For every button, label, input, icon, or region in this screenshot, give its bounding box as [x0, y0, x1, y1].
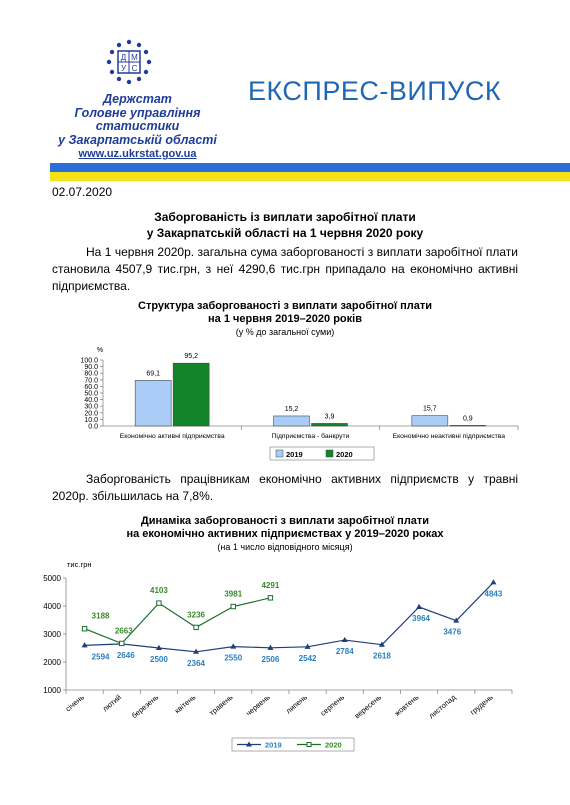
- line-point-2020: [157, 601, 161, 605]
- bar-chart-subtitle: (у % до загальної суми): [235, 327, 335, 337]
- bar-y-tick-label: 0.0: [88, 423, 98, 431]
- paragraph-change: Заборгованість працівникам економічно активних підприємств у травні 2020р. збільшилась на 7,8%.: [52, 472, 518, 503]
- line-x-tick-label: квітень: [172, 692, 198, 716]
- line-point-2020: [194, 625, 198, 629]
- logo-letter: У: [120, 64, 127, 73]
- line-x-tick-label: лютий: [100, 692, 124, 714]
- line-data-label: 3476: [443, 627, 462, 637]
- line-data-label: 2506: [261, 654, 280, 664]
- line-x-tick-label: грудень: [468, 692, 495, 717]
- line-x-tick-label: січень: [63, 692, 86, 714]
- express-title: ЕКСПРЕС-ВИПУСК: [248, 76, 502, 106]
- line-x-tick-label: червень: [244, 692, 272, 718]
- line-point-2020: [231, 604, 235, 608]
- logo-letter: С: [131, 64, 138, 73]
- line-x-tick-label: листопад: [426, 692, 458, 721]
- line-data-label: 4291: [261, 580, 280, 590]
- line-data-label: 2663: [114, 626, 133, 636]
- bar-data-label: 69,1: [146, 370, 160, 378]
- bar-legend-label: 2019: [286, 450, 303, 459]
- line-legend-label: 2019: [265, 740, 282, 750]
- org-line: у Закарпатській області: [58, 132, 217, 147]
- org-name: [40, 93, 235, 147]
- release-date: 02.07.2020: [52, 185, 113, 199]
- line-data-label: 3981: [224, 589, 243, 599]
- line-point-2020: [82, 627, 86, 631]
- org-line: статистики: [95, 119, 180, 133]
- line-point-2019: [230, 643, 236, 648]
- bar-y-tick-label: 70.0: [84, 377, 98, 385]
- bar-2019: [274, 416, 310, 426]
- org-line: Держстат: [103, 92, 172, 106]
- line-data-label: 4843: [484, 589, 503, 599]
- bar-y-tick-label: 80.0: [84, 370, 98, 378]
- line-point-2020: [268, 596, 272, 600]
- line-y-tick-label: 1000: [43, 686, 61, 695]
- line-data-label: 2618: [373, 651, 391, 661]
- line-x-tick-label: вересень: [352, 692, 384, 721]
- line-chart-title-line: Динаміка заборгованості з виплати заробітної плати: [140, 515, 430, 527]
- line-y-tick-label: 3000: [43, 630, 61, 639]
- bar-chart-title-line: Структура заборгованості з виплати заробітної плати: [138, 300, 432, 312]
- bar-data-label: 95,2: [184, 353, 198, 361]
- bar-y-tick-label: 50.0: [84, 390, 98, 398]
- bar-category-label: Економічно активні підприємства: [119, 433, 225, 440]
- derzhstat-logo-icon: [101, 39, 157, 89]
- line-data-label: 2364: [187, 658, 205, 668]
- line-point-2019: [416, 604, 422, 609]
- paragraph-summary: На 1 червня 2020р. загальна сума заборгованості з виплати заробітної плати становила 4507,9 тис.грн, з неї 4290,6 тис.грн припадало на економічно активні підприємства.: [52, 245, 518, 293]
- bar-y-tick-label: 20.0: [84, 410, 98, 418]
- line-chart-title-line: на економічно активних підприємствах у 2019–2020 роках: [126, 528, 444, 540]
- bar-data-label: 15,2: [284, 405, 299, 413]
- line-data-label: 2594: [91, 652, 110, 662]
- line-y-axis-label: тис.грн: [67, 560, 92, 569]
- line-chart-title: [50, 515, 520, 541]
- logo-letter: Д: [120, 53, 127, 62]
- flag-stripe-blue: [50, 163, 570, 172]
- line-data-label: 4103: [150, 586, 168, 596]
- line-x-tick-label: березень: [129, 692, 161, 721]
- line-y-tick-label: 2000: [43, 658, 61, 667]
- bar-y-tick-label: 30.0: [84, 403, 98, 411]
- header: [0, 0, 570, 180]
- line-y-tick-label: 5000: [43, 574, 61, 583]
- bar-y-tick-label: 40.0: [84, 397, 98, 405]
- bar-2019: [135, 380, 171, 426]
- bar-2020: [312, 423, 348, 426]
- bar-2019: [412, 416, 448, 426]
- line-legend-marker: [307, 743, 311, 747]
- bar-legend-swatch: [326, 450, 333, 457]
- line-point-2019: [490, 579, 496, 584]
- bar-legend-swatch: [276, 450, 283, 457]
- bar-category-label: Економічно неактивні підприємства: [392, 433, 506, 440]
- bar-y-tick-label: 100.0: [80, 357, 98, 365]
- website-link[interactable]: www.uz.ukrstat.gov.ua: [78, 148, 197, 160]
- line-chart: [0, 555, 570, 755]
- line-chart-subtitle: (на 1 число відповідного місяця): [217, 542, 353, 552]
- line-point-2019: [342, 637, 348, 642]
- bar-y-tick-label: 10.0: [84, 416, 98, 424]
- bar-chart: [0, 340, 570, 465]
- bar-chart-title: [50, 300, 520, 326]
- document-title: [50, 209, 520, 241]
- line-data-label: 2646: [116, 650, 135, 660]
- line-data-label: 3964: [412, 614, 430, 624]
- line-data-label: 2550: [224, 653, 243, 663]
- document-title-line: Заборгованість із виплати заробітної плати: [154, 210, 416, 224]
- bar-2020: [450, 425, 486, 426]
- bar-data-label: 3,9: [324, 413, 335, 421]
- line-data-label: 2542: [298, 653, 317, 663]
- bar-2020: [173, 363, 209, 426]
- line-data-label: 3236: [187, 610, 205, 620]
- bar-category-label: Підприємства - банкрути: [271, 433, 350, 440]
- bar-chart-title-line: на 1 червня 2019–2020 років: [208, 313, 362, 325]
- bar-data-label: 15,7: [423, 405, 437, 413]
- line-y-tick-label: 4000: [43, 602, 61, 611]
- org-line: Головне управління: [74, 105, 201, 120]
- line-legend-label: 2020: [325, 740, 342, 750]
- bar-data-label: 0,9: [462, 415, 473, 423]
- line-data-label: 2784: [335, 647, 354, 657]
- line-x-tick-label: липень: [284, 692, 309, 716]
- flag-stripe-yellow: [50, 172, 570, 181]
- line-point-2020: [120, 641, 124, 645]
- line-data-label: 2500: [150, 655, 168, 664]
- line-x-tick-label: серпень: [318, 692, 347, 718]
- bar-y-tick-label: 60.0: [84, 383, 98, 391]
- logo-letter: М: [131, 53, 138, 62]
- document-title-line: у Закарпатській області на 1 червня 2020 року: [146, 226, 424, 240]
- line-x-tick-label: травень: [207, 692, 235, 718]
- bar-y-tick-label: 90.0: [84, 364, 98, 372]
- line-x-tick-label: жовтень: [392, 692, 421, 718]
- bar-legend-label: 2020: [336, 450, 353, 459]
- line-series-2020: [85, 598, 271, 644]
- line-data-label: 3188: [91, 611, 110, 621]
- bar-y-axis-label: %: [96, 347, 104, 354]
